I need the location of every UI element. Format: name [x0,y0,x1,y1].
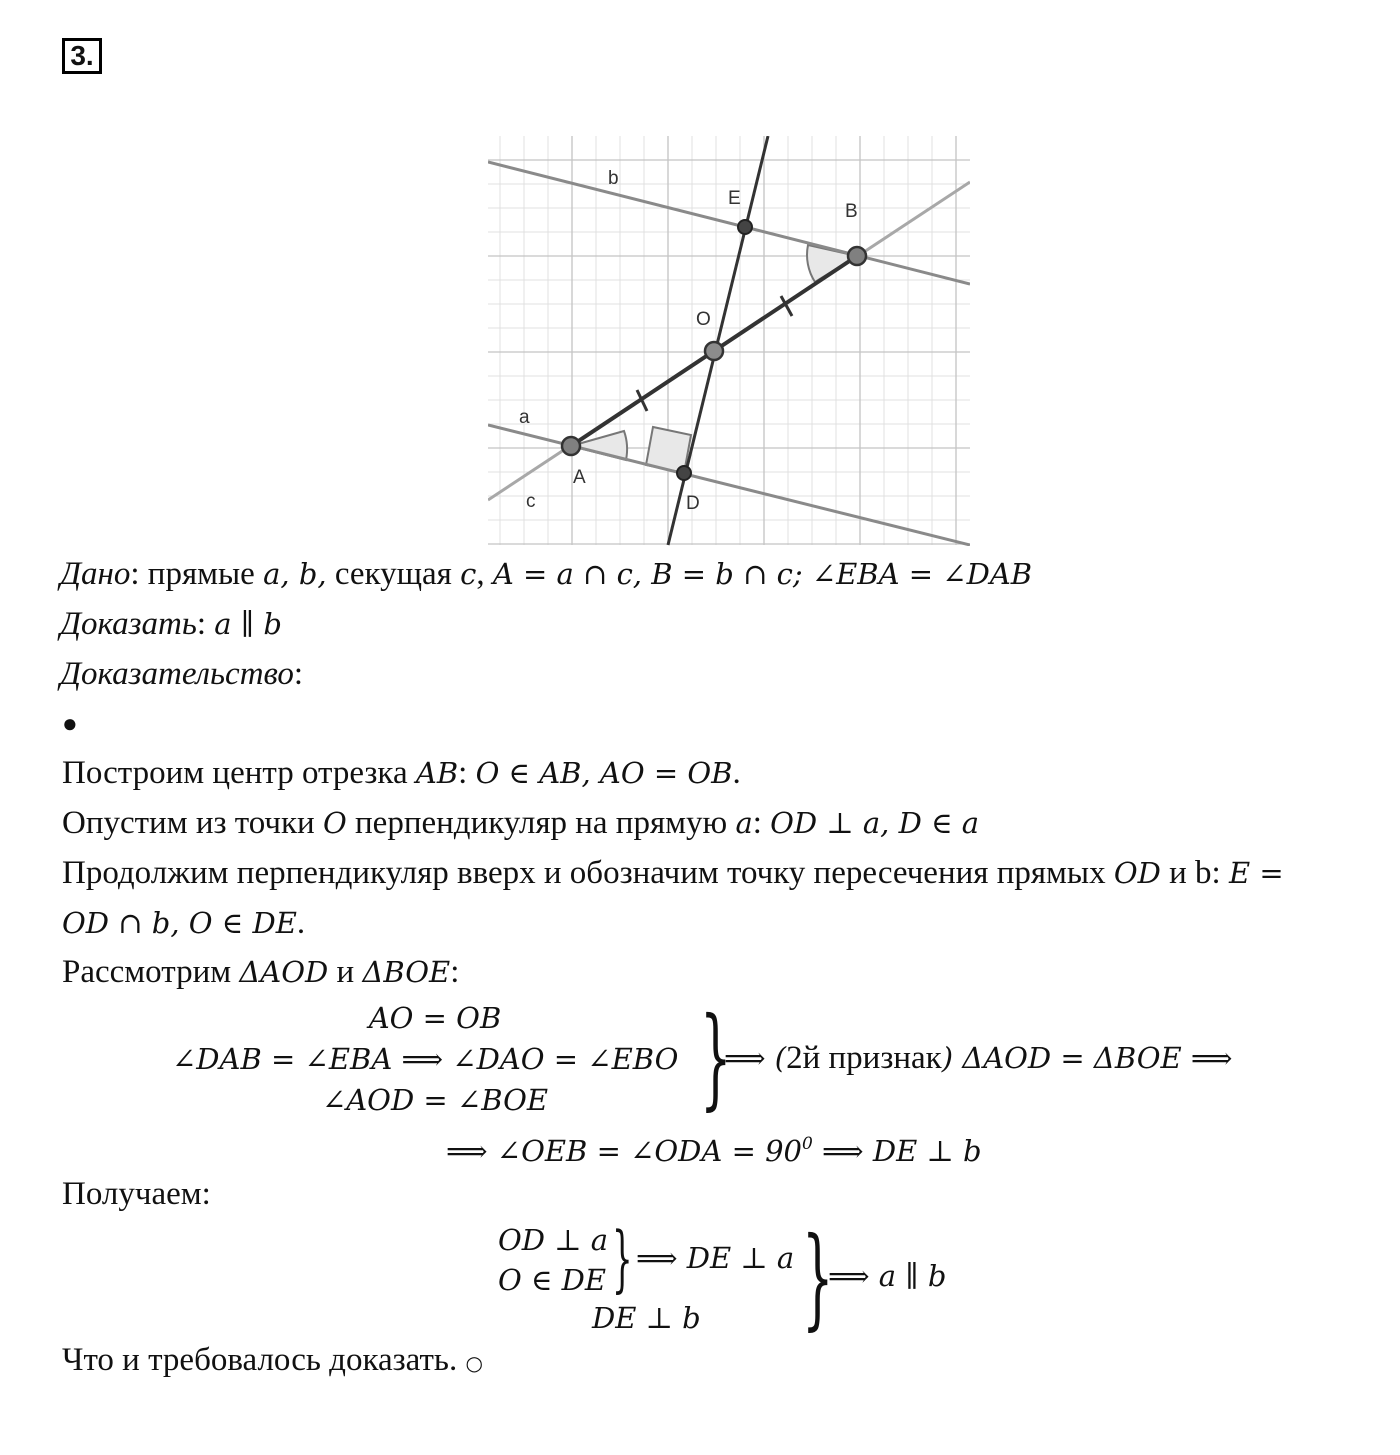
step3-text-2: и b: [1160,855,1229,891]
system2-inner-row1: OD ⊥ a [498,1223,609,1257]
step1-text: Построим центр отрезка [62,755,416,791]
proof-label: Доказательство [60,656,294,692]
system2-inner-brace: } [612,1216,633,1300]
given-math-3: A = a ∩ c, B = b ∩ c; ∠EBA = ∠DAB [492,557,1033,591]
step2-text-2: перпендикуляр на прямую [346,805,736,841]
step1-text-2: : [458,755,476,791]
system1-row3: ∠AOD = ∠BOE [321,1083,549,1117]
point-D [677,466,691,480]
line-b [488,162,970,284]
point-A [562,437,580,455]
label-A: A [573,467,586,488]
step4-text-3: : [450,954,460,990]
step4-math-1: ΔAOD [239,955,329,989]
step1-text-3: . [732,755,741,791]
step3b-text: . [296,905,306,941]
qed-line [62,1340,483,1383]
label-O: O [696,309,711,330]
problem-number: 3. [62,38,102,74]
geometry-figure [488,136,970,546]
get-label: Получаем: [62,1176,211,1212]
label-B: B [845,201,858,222]
system1-result-1: ⟹ ( [724,1041,787,1075]
qed-text: Что и требовалось доказать. [62,1342,458,1378]
system1-result [724,1038,1232,1078]
given-text-2: секущая [326,556,461,592]
conclusion-tail: ⟹ DE ⊥ b [812,1134,982,1168]
system1-row2: ∠DAB = ∠EBA ⟹ ∠DAO = ∠EBO [172,1042,679,1076]
given-math-1: a, b, [263,557,327,591]
step3-math-1: OD [1113,856,1161,890]
given-text-3: , [476,556,493,592]
system2-inner-result: ⟹ DE ⊥ a [636,1241,795,1275]
conclusion-line [446,1124,982,1171]
system1-brace: } [700,993,732,1121]
step2-text: Опустим из точки [62,805,323,841]
prove-label: Доказать [60,606,197,642]
system1-result-2: ) ΔAOD = ΔBOE ⟹ [941,1041,1233,1075]
given-label: Дано [60,556,131,592]
label-b: b [608,168,619,189]
label-D: D [686,493,700,514]
line-a [488,425,970,545]
system2-inner-row2: O ∈ DE [498,1263,607,1297]
prove-math: a ∥ b [214,607,282,641]
system2-final: ⟹ a ∥ b [828,1259,947,1293]
step-4 [62,952,459,992]
label-E: E [728,188,741,209]
label-a: a [519,407,530,428]
step3-text: Продолжим перпендикуляр вверх и обозначим точку пересечения прямых [62,855,1114,891]
step2-math-3: OD ⊥ a, D ∈ a [770,806,980,840]
step4-math-2: ΔBOE [362,955,451,989]
system2-row3: DE ⊥ b [592,1301,701,1335]
point-E [738,220,752,234]
prove-line [60,604,282,644]
step-3 [62,853,1284,893]
step2-text-3: : [752,805,771,841]
proof-label-colon: : [293,656,304,692]
conclusion-main: ⟹ ∠OEB = ∠ODA = 90 [446,1134,802,1168]
point-B [848,247,866,265]
step-2 [62,803,979,843]
label-c: c [526,491,536,512]
system1-row1: AO = OB [368,1001,502,1035]
step3b-math: OD ∩ b, O ∈ DE [62,906,297,940]
step-1 [62,753,741,793]
conclusion-degree: 0 [802,1134,813,1154]
proof-label-line [60,654,303,694]
bullet: ● [62,709,78,738]
step4-text-2: и [328,954,363,990]
given-math-2: c [460,557,477,591]
step2-math-2: a [735,806,753,840]
given-line [60,554,1032,594]
given-text-1: : прямые [130,556,264,592]
step1-math-2: O ∈ AB, AO = OB [475,756,733,790]
system1-result-text: 2й признак [786,1040,942,1076]
step1-math-1: AB [415,756,459,790]
step4-text: Рассмотрим [62,954,240,990]
qed-mark: ○ [465,1351,483,1375]
step3-math-2: E = [1228,856,1284,890]
point-O [705,342,723,360]
step-3b [62,903,305,943]
system2-outer-brace: } [802,1213,834,1341]
step2-math-1: O [322,806,347,840]
prove-text: : [196,606,215,642]
